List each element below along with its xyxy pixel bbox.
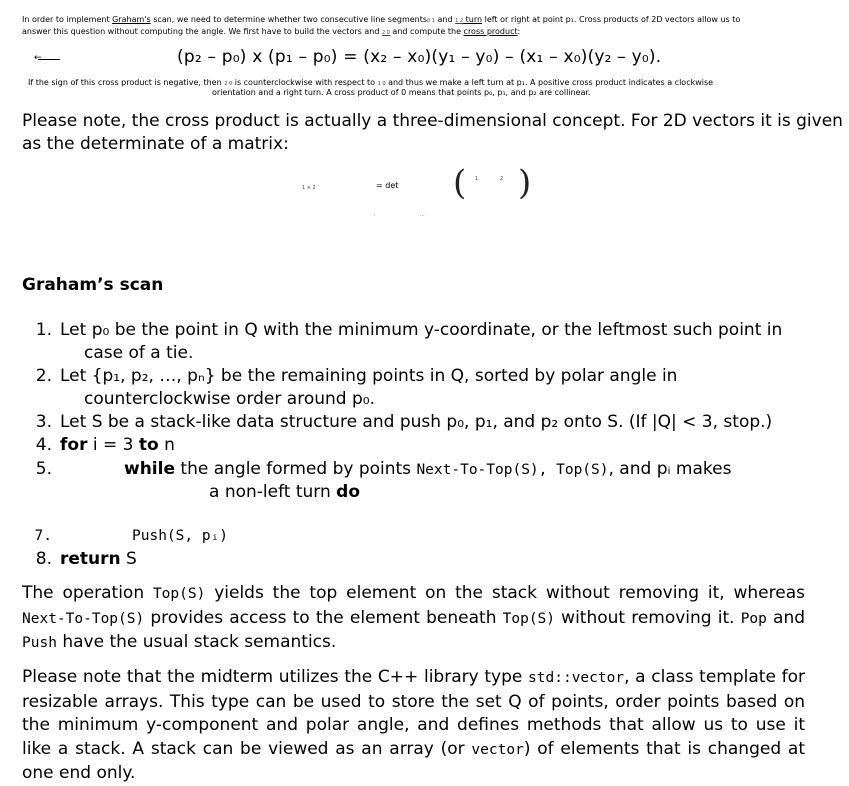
step-text: i = 3: [87, 435, 139, 455]
step-number: 4.: [35, 435, 52, 455]
keyword-to: to: [138, 435, 159, 455]
intro-text: and: [434, 15, 456, 24]
section-title: Graham’s scan: [22, 275, 164, 295]
step-text: , and pᵢ makes: [608, 459, 732, 479]
step-text: a non-left turn: [209, 482, 337, 502]
algorithm-step-8: [22, 548, 137, 572]
matrix-cell: 1: [475, 176, 479, 182]
step-text: Let p₀ be the point in Q with the minimum y-coordinate, or the leftmost such point in: [60, 320, 783, 340]
sign-note-text: and thus we make a left turn at p₁. A positive cross product indicates a clockwise: [385, 78, 714, 87]
algorithm-step-2-cont: counterclockwise order around p₀.: [84, 389, 375, 409]
step-number: 7.: [34, 528, 52, 544]
step-text: S: [120, 549, 137, 569]
code-std-vector: std::vector: [528, 670, 625, 686]
step-number: 8.: [35, 549, 52, 569]
code-top: Top(S): [152, 586, 206, 602]
step-text: Let {p₁, p₂, …, pₙ} be the remaining points in Q, sorted by polar angle in: [60, 366, 678, 386]
grahams-link[interactable]: Graham's: [112, 15, 151, 24]
matrix-lhs: 1 × 2: [302, 185, 316, 191]
paragraph-text: , a class template for resizable arrays. This type can be used to store the set Q of points, order points based on the minimum y-component and polar angle, and defines methods that allow us to use it like a stack. A stack can be viewed as an array (or: [22, 667, 805, 759]
algorithm-step-1: [22, 319, 782, 343]
sign-note-line-2: orientation and a right turn. A cross product of 0 means that points p₀, p₁, and p₂ are collinear.: [212, 88, 591, 97]
keyword-do: do: [336, 482, 361, 502]
turn-link[interactable]: turn: [463, 15, 483, 24]
algorithm-step-2: [22, 365, 677, 389]
intro-text: left or right at point p₁. Cross products of 2D vectors allow us to: [482, 15, 741, 24]
matrix-det-label: = det: [376, 181, 399, 190]
algorithm-step-5: [22, 458, 731, 483]
segment-fragment: 1 2: [455, 18, 464, 24]
paragraph-text: have the usual stack semantics.: [56, 632, 337, 652]
matrix-right-paren: ): [518, 163, 532, 203]
operations-paragraph: [22, 582, 805, 656]
segment-fragment: 0 1: [427, 18, 435, 24]
code-next-to-top: Next-To-Top(S), Top(S): [416, 462, 609, 478]
matrix-cell: 2: [500, 176, 504, 182]
paragraph-text: Please note that the midterm utilizes the C++ library type: [22, 667, 529, 687]
intro-text: and compute the: [389, 27, 464, 36]
cross-note-line-1: Please note, the cross product is actually a three-dimensional concept. For 2D vectors it is given: [22, 111, 843, 131]
sign-note-text: is counterclockwise with respect to: [232, 78, 378, 87]
cross-product-formula: (p₂ – p₀) x (p₁ – p₀) = (x₂ – x₀)(y₁ – y₀) – (x₁ – x₀)(y₂ – y₀).: [177, 47, 662, 67]
keyword-for: for: [60, 435, 88, 455]
keyword-return: return: [60, 549, 121, 569]
segment-fragment: 1 0: [377, 81, 386, 87]
intro-line-1: [22, 15, 740, 25]
arrow-head-icon: ←: [34, 53, 42, 63]
code-pop: Pop: [740, 610, 767, 627]
vector-paragraph: [22, 666, 805, 786]
intro-text: :: [517, 27, 521, 36]
sign-note-text: If the sign of this cross product is negative, then: [28, 78, 225, 87]
paragraph-text: provides access to the element beneath: [144, 607, 503, 628]
matrix-dots: :: [374, 212, 376, 218]
step-number: 2.: [35, 366, 52, 386]
algorithm-step-4: [22, 434, 175, 458]
step-number: 3.: [35, 412, 52, 432]
keyword-while: while: [124, 459, 175, 479]
segment-fragment: 2 0: [224, 81, 233, 87]
paragraph-text: without removing it.: [555, 607, 741, 628]
sign-note-line-1: [28, 78, 713, 88]
intro-text: In order to implement: [22, 15, 113, 24]
code-vector: vector: [471, 741, 524, 758]
step-text: the angle formed by points: [175, 459, 417, 479]
cross-product-link[interactable]: cross product: [463, 27, 518, 36]
code-top: Top(S): [502, 610, 556, 627]
algorithm-step-1-cont: case of a tie.: [84, 343, 194, 363]
step-number: 5.: [35, 459, 52, 479]
segment-fragment: 2 0: [381, 30, 390, 36]
code-next-to-top: Next-To-Top(S): [22, 610, 145, 627]
step-text: n: [158, 435, 175, 455]
matrix-dots: ...: [420, 212, 425, 218]
paragraph-text: The operation: [22, 583, 153, 603]
algorithm-step-7: [22, 524, 228, 549]
intro-line-2: [22, 27, 520, 37]
intro-text: scan, we need to determine whether two consecutive line segments: [150, 15, 428, 24]
code-push: Push: [22, 635, 57, 651]
paragraph-text: and: [766, 607, 806, 628]
paragraph-text: ) of elements that is changed at one end only.: [22, 738, 805, 783]
matrix-left-paren: (: [453, 163, 467, 203]
step-text: Let S be a stack-like data structure and push p₀, p₁, and p₂ onto S. (If |Q| < 3, stop.): [60, 412, 773, 432]
algorithm-step-5-cont: [209, 481, 360, 505]
intro-text: answer this question without computing the angle. We first have to build the vectors and: [22, 27, 382, 36]
paragraph-text: yields the top element on the stack without removing it, whereas: [205, 583, 805, 603]
algorithm-step-3: [22, 411, 772, 435]
step-number: 1.: [35, 320, 52, 340]
cross-note-line-2: as the determinate of a matrix:: [22, 134, 289, 154]
code-push: Push(S, pᵢ): [132, 528, 229, 544]
